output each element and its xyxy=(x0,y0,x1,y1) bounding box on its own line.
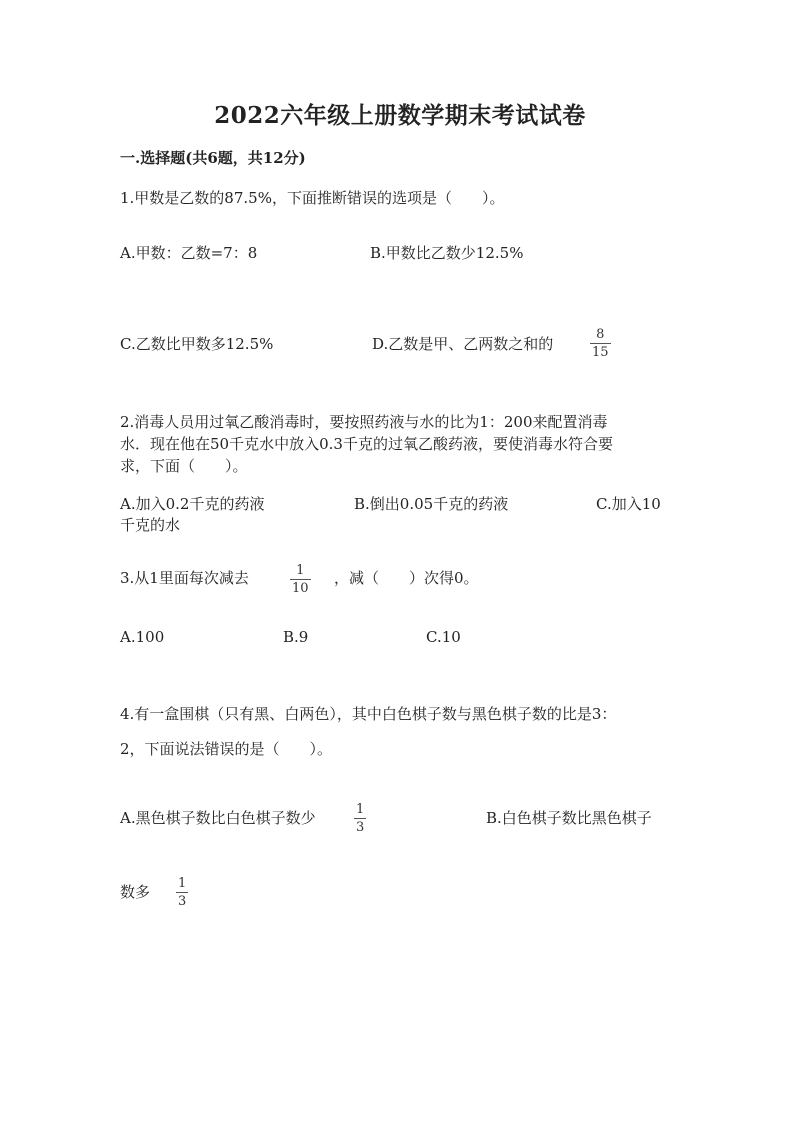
fraction-bar xyxy=(590,343,611,344)
q4-stem-line-1: 4.有一盒围棋（只有黑、白两色），其中白色棋子数与黑色棋子数的比是3： xyxy=(120,705,617,723)
fraction-denominator: 10 xyxy=(292,581,309,596)
section-heading: 一.选择题(共6题，共12分) xyxy=(120,149,306,167)
fraction-denominator: 15 xyxy=(592,345,609,360)
fraction-bar xyxy=(176,892,188,893)
q2-option-c-continued: 千克的水 xyxy=(120,516,181,534)
q4-option-b-continued: 数多 xyxy=(120,883,151,901)
fraction-numerator: 1 xyxy=(356,802,365,817)
q4-option-a-fraction xyxy=(354,802,366,835)
q2-option-b: B.倒出0.05千克的药液 xyxy=(354,495,509,513)
q4-option-a: A.黑色棋子数比白色棋子数少 xyxy=(120,809,316,827)
fraction-bar xyxy=(354,818,366,819)
q2-option-c: C.加入10 xyxy=(596,495,661,513)
q1-option-d: D.乙数是甲、乙两数之和的 xyxy=(372,335,554,353)
q3-fraction xyxy=(290,563,311,596)
page-title: 2022六年级上册数学期末考试试卷 xyxy=(214,102,586,129)
q3-option-c: C.10 xyxy=(426,628,461,646)
q2-stem-line-3: 求，下面（ ）。 xyxy=(120,457,248,475)
q1-option-a: A.甲数：乙数=7：8 xyxy=(120,244,258,262)
q3-option-b: B.9 xyxy=(283,628,309,646)
q3-stem-part-2: ，减（ ）次得0。 xyxy=(334,569,479,587)
q1-option-c: C.乙数比甲数多12.5% xyxy=(120,335,274,353)
q4-option-b: B.白色棋子数比黑色棋子 xyxy=(486,809,652,827)
q2-stem-line-2: 水．现在他在50千克水中放入0.3千克的过氧乙酸药液，要使消毒水符合要 xyxy=(120,435,613,453)
q4-option-b-fraction xyxy=(176,876,188,909)
fraction-denominator: 3 xyxy=(178,894,187,909)
q1-option-d-fraction xyxy=(590,327,611,360)
q2-option-a: A.加入0.2千克的药液 xyxy=(120,495,265,513)
q1-option-b: B.甲数比乙数少12.5% xyxy=(370,244,524,262)
fraction-numerator: 8 xyxy=(596,327,605,342)
fraction-numerator: 1 xyxy=(178,876,187,891)
fraction-numerator: 1 xyxy=(296,563,305,578)
q3-option-a: A.100 xyxy=(120,628,165,646)
q3-stem-part-1: 3.从1里面每次减去 xyxy=(120,569,249,587)
fraction-denominator: 3 xyxy=(356,820,365,835)
q4-stem-line-2: 2，下面说法错误的是（ ）。 xyxy=(120,740,333,758)
q2-stem-line-1: 2.消毒人员用过氧乙酸消毒时，要按照药液与水的比为1：200来配置消毒 xyxy=(120,413,608,431)
fraction-bar xyxy=(290,579,311,580)
q1-stem: 1.甲数是乙数的87.5%，下面推断错误的选项是（ ）。 xyxy=(120,189,505,207)
